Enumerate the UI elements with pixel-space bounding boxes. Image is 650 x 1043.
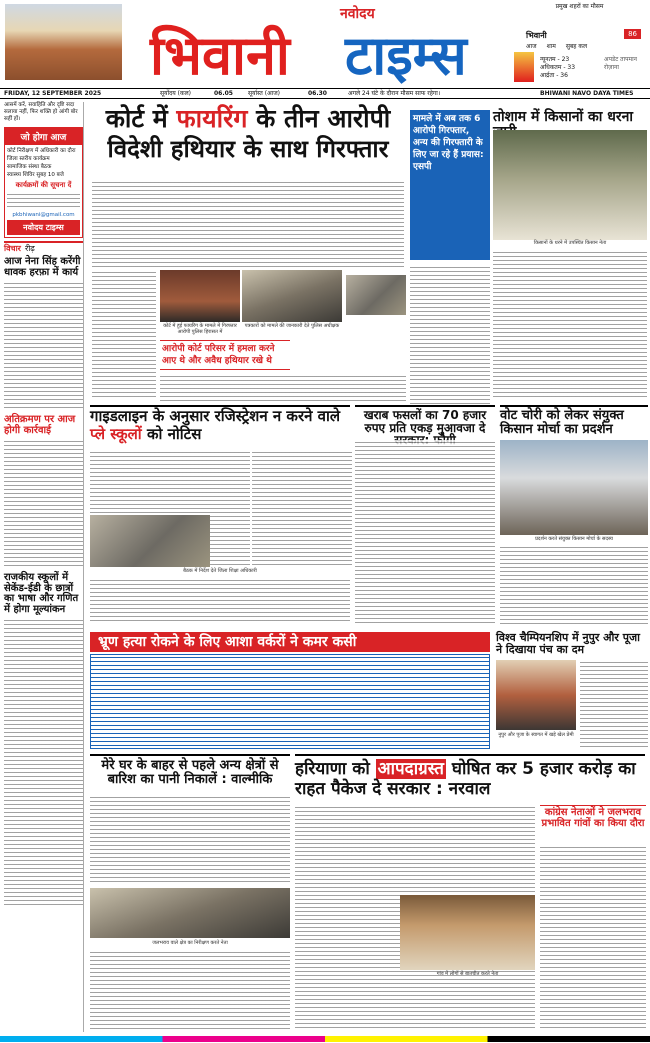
right-top-headline: तोशाम में किसानों का धरना (493, 109, 633, 125)
right-top-caption: किसानों के धरने में उपस्थित किसान नेता (533, 240, 607, 246)
sunrise-label: सूर्योदय (कल) (160, 90, 192, 97)
lead-callout: मामले में अब तक 6 आरोपी गिरफ्तार, अन्य की गिरफ्तारी के लिए जा रहे हैं प्रयास: एसपी (410, 110, 490, 260)
sunset-label: सूर्यास्त (आज) (248, 90, 281, 97)
side-headline: कांग्रेस नेताओं ने जलभराव प्रभावित गांवों का किया दौरा (541, 807, 645, 829)
masthead-title-1: भिवानी (150, 23, 290, 87)
box-item: कोर्ट निरीक्षण में अधिकारी का दौरा (7, 148, 76, 154)
rain-caption: जलभराव वाले क्षेत्र का निरीक्षण करते नेता (152, 940, 228, 946)
lead-photo-3 (346, 275, 406, 315)
haryana-photo (400, 895, 535, 970)
section-tag: विचार (4, 244, 21, 253)
weather-box (512, 2, 647, 88)
schools-headline-a: गाइडलाइन के अनुसार रजिस्ट्रेशन न करने वाले (90, 407, 341, 425)
lead-line1b: फायरिंग (176, 104, 248, 133)
sidebar-logo: नवोदय टाइम्स (7, 220, 80, 235)
weather-legend-evening: शाम (546, 43, 556, 50)
vote-headline: वोट चोरी को लेकर संयुक्त किसान मोर्चा का प्रदर्शन (500, 405, 648, 436)
weather-humidity: आर्द्रता - 36 (540, 72, 568, 79)
sidebar-headline-2: अतिक्रमण पर आज होगी कार्रवाई (4, 414, 76, 436)
weather-city: भिवानी (526, 31, 547, 40)
vote-photo (500, 440, 648, 535)
thermometer-icon (514, 52, 534, 82)
weather-line2: रोज़ाना (604, 64, 619, 71)
schools-headline-b: प्ले स्कूलों (90, 425, 142, 443)
champ-photo (496, 660, 576, 730)
weather-legend-today: आज (526, 43, 537, 50)
haryana-headline-c: घोषित कर 5 हजार करोड़ का राहत पैकेज दे सरकार : नरवाल (295, 759, 636, 799)
banner-headline: भ्रूण हत्या रोकने के लिए आशा वर्करों ने कमर कसी (90, 632, 490, 652)
schools-headline (90, 405, 350, 445)
masthead (130, 4, 480, 87)
weather-heading: प्रमुख शहरों का मौसम (555, 3, 604, 10)
lead-quote: आरोपी कोर्ट परिसर में हमला करने आए थे और अवैध हथियार रखे थे (160, 340, 290, 370)
lead-photo-1 (160, 270, 240, 322)
date: FRIDAY, 12 SEPTEMBER 2025 (4, 90, 102, 97)
weather-legend-morning: सुबह कल (565, 43, 588, 50)
haryana-headline-a: हरियाणा को (295, 759, 370, 779)
weather-ticker: अगले 24 घंटे के दौरान मौसम साफ रहेगा। (348, 90, 441, 97)
champ-caption: नुपुर और पूजा के स्वागत में खड़े खेल प्रेमी (498, 732, 574, 738)
dateline-bar (0, 88, 650, 99)
schools-headline-c: को नोटिस (146, 425, 202, 443)
vote-caption: प्रदर्शन करते संयुक्त किसान मोर्चा के सदस्य (535, 536, 613, 542)
lead-photo-caption-2: पत्रकारों को मामले की जानकारी देते पुलिस अधीक्षक (244, 323, 340, 329)
sidebar-headline-1: आज नेना सिंह करेंगी धावक हरफ़ा में कार्य (4, 256, 81, 278)
box-item: सामाजिक संस्था बैठक (7, 164, 52, 170)
haryana-caption: गांव में लोगों से बातचीत करते नेता (436, 971, 499, 977)
school-caption: बैठक में निर्देश देते जिला शिक्षा अधिकारी (183, 568, 257, 574)
haryana-headline-b: आपदाग्रस्त (377, 759, 444, 779)
lead-photo-2 (242, 270, 342, 322)
sidebar (4, 102, 84, 1032)
email[interactable]: pkbhiwani@gmail.com (12, 212, 75, 218)
haryana-headline (295, 754, 645, 799)
weather-updated: अपडेट तापमान (604, 56, 637, 63)
box-item: स्वास्थ्य शिविर सुबह 10 बजे (7, 172, 64, 178)
feedback-title: कार्यक्रमों की सूचना दें (15, 181, 72, 189)
box-title: जो होगा आज (5, 128, 82, 145)
color-bar (0, 1036, 650, 1042)
sunrise-time: 06.05 (214, 90, 233, 97)
right-top-photo (493, 130, 647, 240)
weather-min: न्यूनतम - 23 (540, 56, 570, 63)
school-photo (90, 515, 210, 567)
masthead-small: नवोदय (340, 6, 375, 22)
section-tag-2: रीढ़ (24, 244, 35, 253)
weather-max: अधिकतम - 33 (540, 64, 576, 71)
champ-headline: विश्व चैम्पियनशिप में नुपुर और पूजा ने दिखाया पंच का दम (496, 631, 640, 656)
rain-headline: मेरे घर के बाहर से पहले अन्य क्षेत्रों से बारिश का पानी निकालें : वाल्मीकि (90, 754, 290, 786)
lead-line1c: के तीन आरोपी (256, 104, 391, 133)
temple-photo (5, 4, 122, 80)
sidebar-intro: आसमें करें, सवाहिति और दृष्टि सदा सलाया नहीं, फिर शक्ति हो आंगी बोर सहीं हों। (4, 102, 78, 122)
brand-url: BHIWANI NAVO DAYA TIMES (540, 90, 634, 97)
rain-photo (90, 888, 290, 938)
lead-line1a: कोर्ट में (105, 104, 168, 133)
lead-photo-caption-1: कोर्ट में हुई फायरिंग के मामले में गिरफ्तार आरोपी पुलिस हिरासत में (163, 323, 237, 335)
masthead-title-2: टाइम्स (345, 23, 467, 87)
box-item: जिला स्तरीय कार्यक्रम (7, 156, 50, 162)
sunset-time: 06.30 (308, 90, 327, 97)
crop-headline: खराब फसलों का 70 हजार रुपए प्रति एकड़ मुआवजा दे (355, 405, 495, 447)
sidebar-headline-3: राजकीय स्कूलों में सेकेंड-ईडी के छात्रों का भाषा और गणित में होगा मूल्यांकन (4, 572, 79, 615)
weather-badge: 86 (624, 29, 641, 39)
banner-body (90, 654, 490, 749)
lead-line2: विदेशी हथियार के साथ गिरफ्तार (107, 135, 389, 163)
